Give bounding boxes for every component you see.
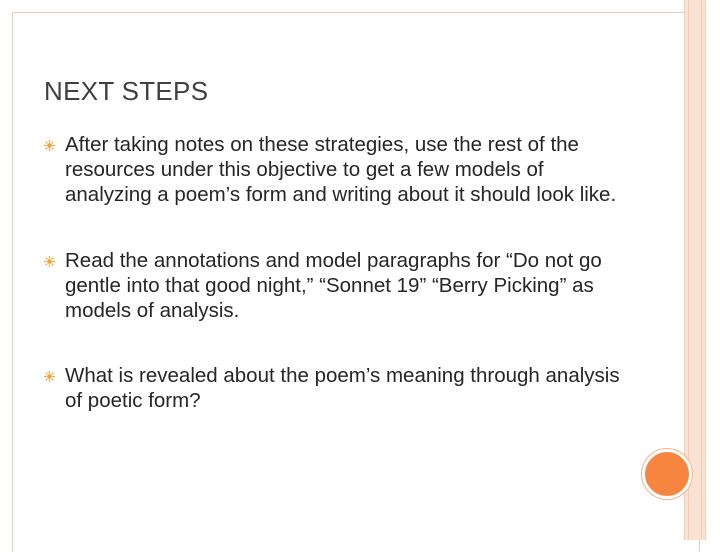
slide-title: NEXT STEPS xyxy=(44,76,209,106)
bullet-text: After taking notes on these strategies, use the rest of the resources under this objective to get a few models of analyzing a poem’s form and writing about it should look like. xyxy=(65,133,617,206)
sun-bullet-icon xyxy=(44,140,55,151)
bullet-list xyxy=(44,132,624,413)
sun-bullet-icon xyxy=(44,256,55,267)
list-item xyxy=(44,363,624,413)
side-band-line xyxy=(701,0,702,540)
bullet-text: What is revealed about the poem’s meaning through analysis of poetic form? xyxy=(65,364,620,412)
side-band-line xyxy=(688,0,689,540)
bullet-text: Read the annotations and model paragraphs for “Do not go gentle into that good night,” “Sonnet 19” “Berry Picking” as models of analysis. xyxy=(65,249,602,322)
orange-circle-icon xyxy=(642,449,692,499)
sun-bullet-icon xyxy=(44,371,55,382)
list-item xyxy=(44,132,624,207)
list-item xyxy=(44,248,624,323)
